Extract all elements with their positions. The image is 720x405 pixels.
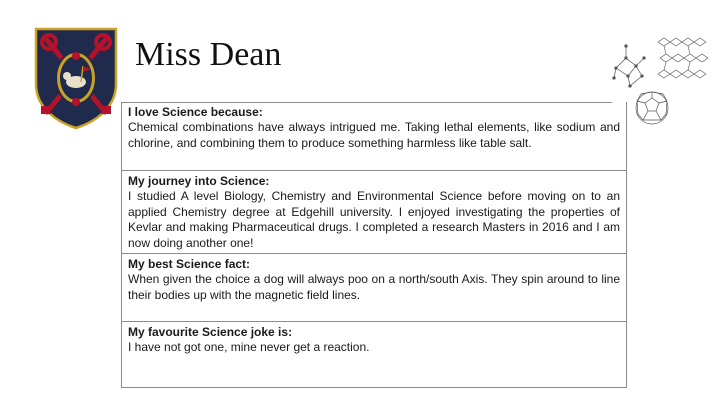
section-body: I studied A level Biology, Chemistry and Environmental Science before moving on to an applied Chemistry degree at Edgehill university. I enjoyed investigating the properties of Kevlar and making Pharmaceutical drugs. I completed a research Masters in 2016 and I am now doing another one! [128,189,620,250]
section-heading: My favourite Science joke is: [128,325,293,339]
page-title: Miss Dean [135,36,282,73]
section-journey [122,170,626,253]
section-heading: I love Science because: [128,105,263,119]
section-body: Chemical combinations have always intrigued me. Taking lethal elements, like sodium and chlorine, and combining them to produce something harmless like table salt. [128,120,620,150]
info-table [121,102,627,388]
section-heading: My journey into Science: [128,174,270,188]
section-body: When given the choice a dog will always poo on a north/south Axis. They spin around to line their bodies up with the magnetic field lines. [128,272,620,302]
section-heading: My best Science fact: [128,257,251,271]
section-body: I have not got one, mine never get a reaction. [128,340,370,354]
school-crest-icon [33,26,119,130]
section-science-joke [122,321,626,387]
section-best-fact [122,253,626,321]
section-love-science [122,102,626,170]
